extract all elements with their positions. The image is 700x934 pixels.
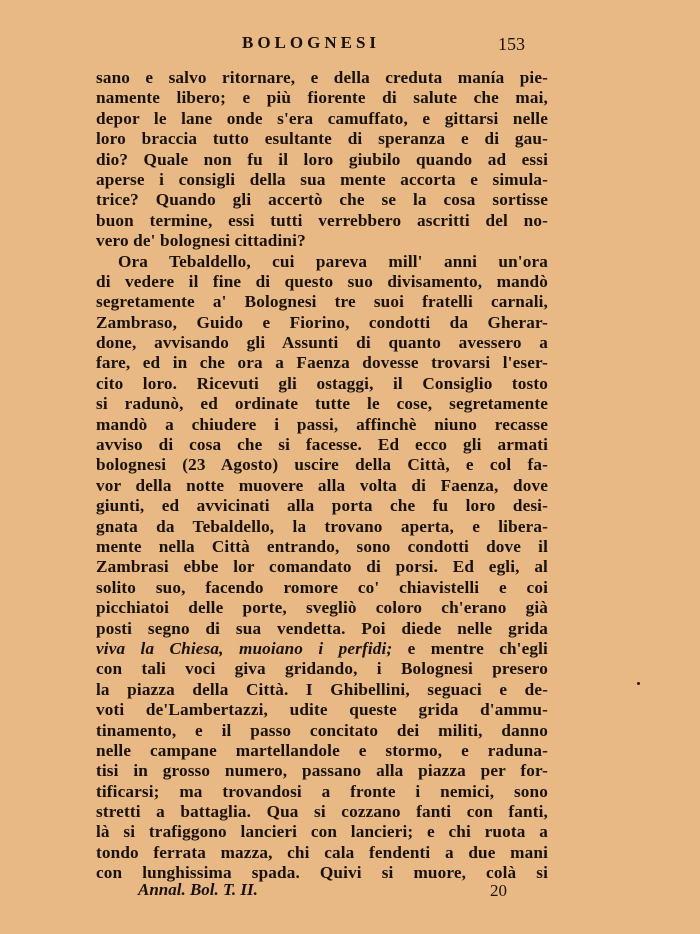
text-line: gnata da Tebaldello, la trovano aperta, e libera- <box>96 516 548 536</box>
text-line-with-italic <box>96 639 548 659</box>
text-line: trice? Quando gli accertò che se la cosa sortisse <box>96 190 548 210</box>
text-line: namente libero; e più fiorente di salute che mai, <box>96 88 548 108</box>
paper-speck <box>637 682 640 685</box>
text-line: picchiatoi delle porte, svegliò coloro ch'erano già <box>96 598 548 618</box>
page-number: 153 <box>498 34 525 54</box>
text-line: di vedere il fine di questo suo divisamento, mandò <box>96 271 548 291</box>
text-line: avviso di cosa che si facesse. Ed ecco gli armati <box>96 435 548 455</box>
text-line: Zambraso, Guido e Fiorino, condotti da Gherar- <box>96 312 548 332</box>
text-line: stretti a battaglia. Qua si cozzano fanti con fanti, <box>96 802 548 822</box>
text-line: Zambrasi ebbe lor comandato di porsi. Ed egli, al <box>96 557 548 577</box>
text-line: mandò a chiudere i passi, affinchè niuno recasse <box>96 414 548 434</box>
text-line: con lunghissima spada. Quivi si muore, colà si <box>96 863 548 883</box>
text-line: voti de'Lambertazzi, udite queste grida d'ammu- <box>96 700 548 720</box>
text-line: tificarsi; ma trovandosi a fronte i nemici, sono <box>96 781 548 801</box>
text-line: bolognesi (23 Agosto) uscire della Città, e col fa- <box>96 455 548 475</box>
text-line: posti segno di sua vendetta. Poi diede nelle grida <box>96 618 548 638</box>
text-line: là si trafiggono lancieri con lancieri; e chi ruota a <box>96 822 548 842</box>
running-head <box>0 33 700 57</box>
text-line: vero de' bolognesi cittadini? <box>96 231 306 251</box>
signature-number: 20 <box>490 881 507 900</box>
text-line: done, avvisando gli Assunti di quanto avessero a <box>96 333 548 353</box>
text-line: cito loro. Ricevuti gli ostaggi, il Consiglio tosto <box>96 373 548 393</box>
text-line: la piazza della Città. I Ghibellini, seguaci e de- <box>96 679 548 699</box>
text-line: vor della notte muovere alla volta di Faenza, dove <box>96 475 548 495</box>
text-line: tondo ferrata mazza, chi cala fendenti a due mani <box>96 842 548 862</box>
text-line: depor le lane onde s'era camuffato, e gittarsi nelle <box>96 108 548 128</box>
text-line: dio? Quale non fu il loro giubilo quando ad essi <box>96 149 548 169</box>
text-line: tisi in grosso numero, passano alla piazza per for- <box>96 761 548 781</box>
text-line: fare, ed in che ora a Faenza dovesse trovarsi l'eser- <box>96 353 548 373</box>
text-line: sano e salvo ritornare, e della creduta manía pie- <box>96 68 548 87</box>
text-line: tinamento, e il passo concitato dei militi, danno <box>96 720 548 740</box>
text-line: mente nella Città entrando, sono condotti dove il <box>96 536 548 556</box>
paragraph-first-line: Ora Tebaldello, cui pareva mill' anni un'ora <box>118 251 548 271</box>
text-line: aperse i consigli della sua mente accorta e simula- <box>96 169 548 189</box>
text-fragment: e mentre ch'egli <box>392 638 548 658</box>
signature-line <box>0 880 700 904</box>
running-title: BOLOGNESI <box>242 33 381 52</box>
italic-quote: viva la Chiesa, muoiano i perfidi; <box>96 638 393 658</box>
text-line: loro braccia tutto esultante di speranza e di gau- <box>96 129 548 149</box>
body-text <box>96 68 548 884</box>
text-line: giunti, ed avvicinati alla porta che fu loro desi- <box>96 496 548 516</box>
text-line: nelle campane martellandole e stormo, e raduna- <box>96 740 548 760</box>
text-line: solito suo, facendo romore co' chiavistelli e coi <box>96 577 548 597</box>
text-line: buon termine, essi tutti verrebbero ascritti del no- <box>96 210 548 230</box>
text-line: segretamente a' Bolognesi tre suoi fratelli carnali, <box>96 292 548 312</box>
text-line: si radunò, ed ordinate tutte le cose, segretamente <box>96 394 548 414</box>
text-line: con tali voci giva gridando, i Bolognesi presero <box>96 659 548 679</box>
signature-mark: Annal. Bol. T. II. <box>138 880 258 899</box>
